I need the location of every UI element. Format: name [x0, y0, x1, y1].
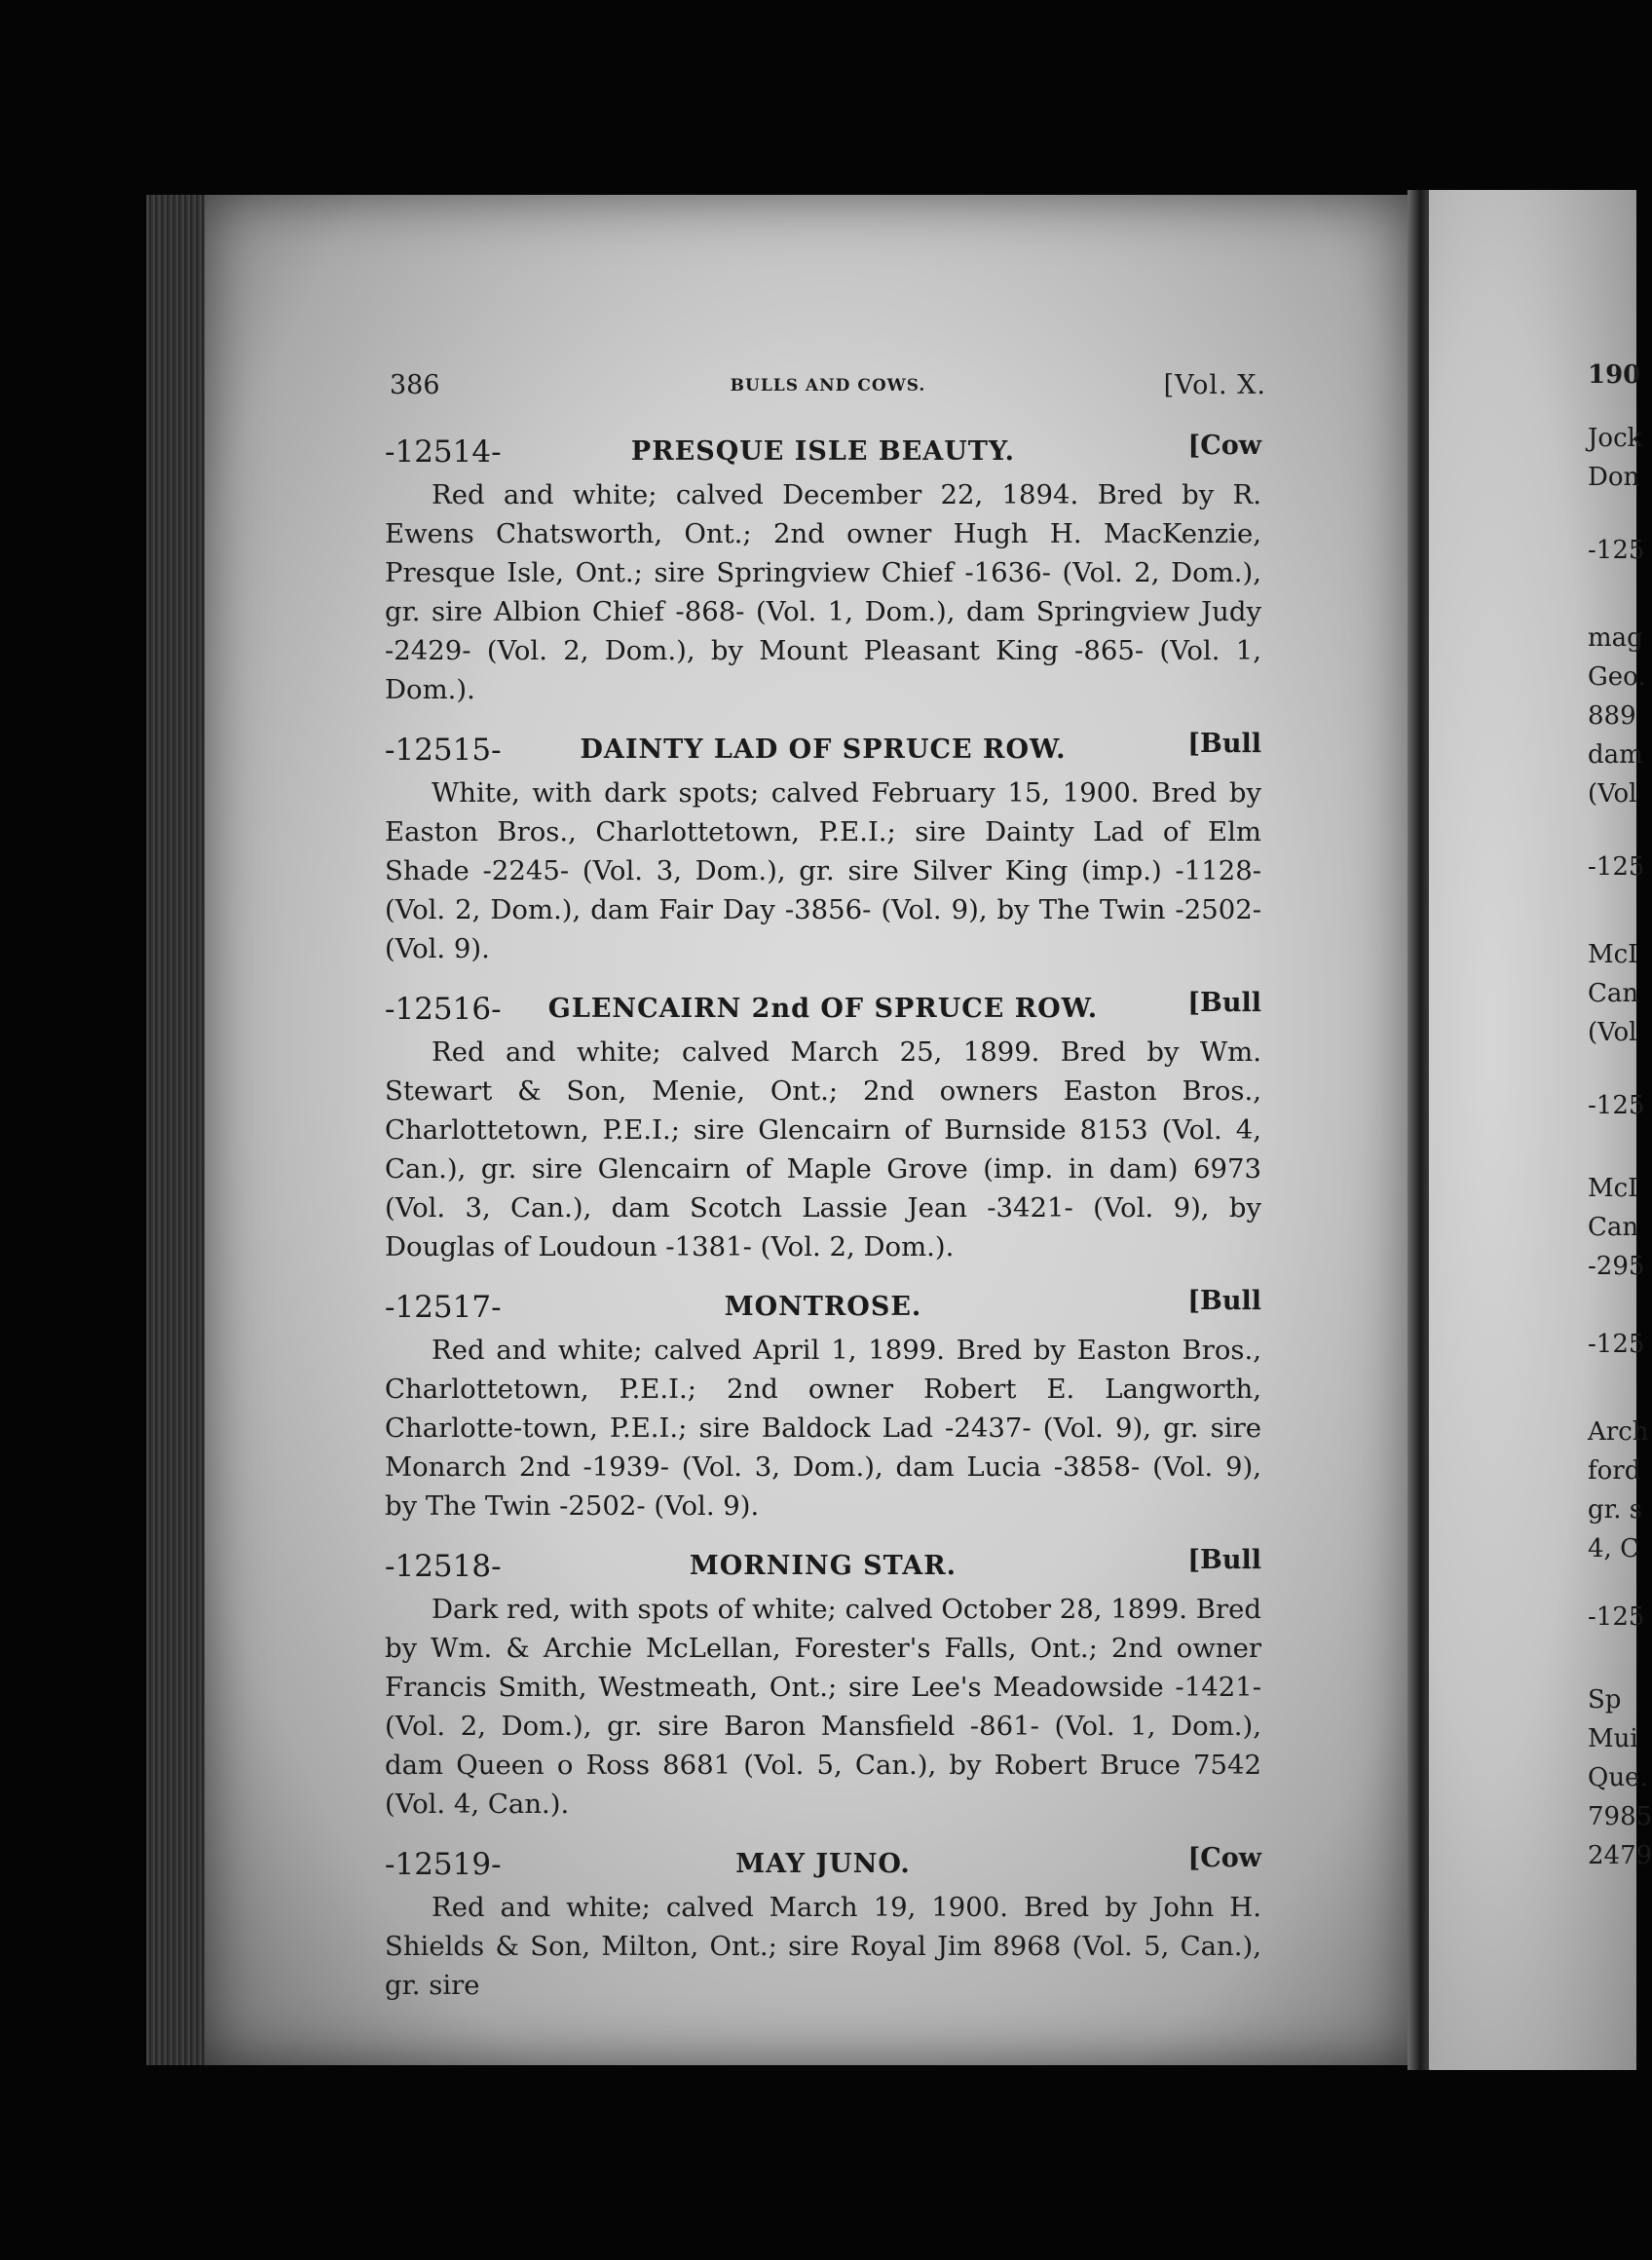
facing-fragment: (Vol	[1588, 1018, 1637, 1047]
entry-description: Red and white; calved March 19, 1900. Bred by John H. Shields & Son, Milton, Ont.; sire Royal Jim 8968 (Vol. 5, Can.), gr. sire	[385, 1892, 1261, 2001]
facing-fragment: Que.	[1588, 1763, 1648, 1792]
sex-label: [Bull	[1187, 729, 1261, 759]
book-gutter	[1408, 190, 1429, 2070]
facing-fragment: Geo.	[1588, 662, 1646, 692]
facing-fragment: -125	[1588, 536, 1645, 565]
registration-number: -12519-	[385, 1847, 502, 1882]
facing-fragment: 7985	[1588, 1802, 1652, 1831]
facing-fragment: McI	[1588, 940, 1638, 969]
facing-fragment: Sp	[1588, 1685, 1622, 1714]
registration-number: -12515-	[385, 733, 502, 768]
facing-fragment: McI	[1588, 1174, 1638, 1203]
animal-name: DAINTY LAD OF SPRUCE ROW.	[580, 734, 1067, 765]
animal-name: PRESQUE ISLE BEAUTY.	[630, 436, 1016, 467]
facing-fragment: 4, C	[1588, 1534, 1639, 1563]
page-number: 386	[390, 370, 440, 400]
pedigree-entry	[385, 1284, 1261, 1526]
registration-number: -12517-	[385, 1290, 502, 1325]
running-title: BULLS AND COWS.	[730, 376, 926, 396]
entry-heading	[385, 1284, 1261, 1331]
entry-description: Red and white; calved April 1, 1899. Bred by Easton Bros., Charlottetown, P.E.I.; 2nd owner Robert E. Langworth, Charlotte-town, P.E.I.; sire Baldock Lad -2437- (Vol. 9), gr. sire Monarch 2nd -1939- (Vol. 3, Dom.), dam Lucia -3858- (Vol. 9), by The Twin -2502- (Vol. 9).	[385, 1335, 1261, 1522]
facing-fragment: Don	[1588, 463, 1640, 492]
entry-heading	[385, 727, 1261, 773]
entry-heading	[385, 1543, 1261, 1590]
facing-fragment: Can	[1588, 979, 1639, 1008]
facing-fragment: dam	[1588, 740, 1643, 770]
pedigree-entry	[385, 1543, 1261, 1824]
sex-label: [Bull	[1187, 1545, 1261, 1575]
volume-label: [Vol. X.	[1163, 370, 1266, 400]
facing-fragment: ford	[1588, 1456, 1641, 1486]
entry-heading	[385, 1841, 1261, 1888]
animal-name: GLENCAIRN 2nd OF SPRUCE ROW.	[547, 994, 1099, 1024]
facing-fragment: Arch	[1588, 1417, 1649, 1447]
facing-fragment: (Vol	[1588, 779, 1637, 809]
facing-page-number: 190	[1588, 360, 1641, 390]
pedigree-entry	[385, 986, 1261, 1266]
facing-fragment: 889	[1588, 701, 1636, 731]
sex-label: [Cow	[1187, 431, 1261, 461]
animal-name: MONTROSE.	[724, 1292, 922, 1322]
registration-number: -12518-	[385, 1549, 502, 1584]
sex-label: [Bull	[1187, 988, 1261, 1018]
animal-name: MAY JUNO.	[735, 1849, 911, 1879]
entry-heading	[385, 429, 1261, 475]
entry-description: White, with dark spots; calved February 15, 1900. Bred by Easton Bros., Charlottetown, P.E.I.; sire Dainty Lad of Elm Shade -2245- (Vol. 3, Dom.), gr. sire Silver King (imp.) -1128- (Vol. 2, Dom.), dam Fair Day -3856- (Vol. 9), by The Twin -2502- (Vol. 9).	[385, 777, 1261, 964]
sex-label: [Cow	[1187, 1843, 1261, 1873]
pedigree-entry	[385, 727, 1261, 968]
facing-fragment: -125	[1588, 1330, 1645, 1359]
entry-heading	[385, 986, 1261, 1033]
entry-description: Dark red, with spots of white; calved October 28, 1899. Bred by Wm. & Archie McLellan, Forester's Falls, Ont.; 2nd owner Francis Smith, Westmeath, Ont.; sire Lee's Meadowside -1421- (Vol. 2, Dom.), gr. sire Baron Mansfield -861- (Vol. 1, Dom.), dam Queen o Ross 8681 (Vol. 5, Can.), by Robert Bruce 7542 (Vol. 4, Can.).	[385, 1594, 1261, 1820]
facing-fragment: -295	[1588, 1252, 1645, 1281]
registration-number: -12516-	[385, 992, 502, 1027]
entry-description: Red and white; calved March 25, 1899. Bred by Wm. Stewart & Son, Menie, Ont.; 2nd owners Easton Bros., Charlottetown, P.E.I.; sire Glencairn of Burnside 8153 (Vol. 4, Can.), gr. sire Glencairn of Maple Grove (imp. in dam) 6973 (Vol. 3, Can.), dam Scotch Lassie Jean -3421- (Vol. 9), by Douglas of Loudoun -1381- (Vol. 2, Dom.).	[385, 1036, 1261, 1262]
animal-name: MORNING STAR.	[689, 1551, 957, 1581]
facing-fragment: Can	[1588, 1213, 1639, 1242]
sex-label: [Bull	[1187, 1286, 1261, 1316]
running-head	[390, 370, 1266, 409]
registration-number: -12514-	[385, 434, 502, 470]
facing-fragment: gr. s	[1588, 1495, 1643, 1525]
pedigree-entry	[385, 429, 1261, 709]
facing-fragment: -125	[1588, 852, 1645, 882]
facing-fragment: Jock	[1588, 424, 1643, 453]
book-page-right	[1429, 190, 1652, 2070]
facing-fragment: -125	[1588, 1091, 1645, 1120]
entry-list	[385, 429, 1261, 2022]
facing-fragment: 2479	[1588, 1841, 1652, 1870]
pedigree-entry	[385, 1841, 1261, 2005]
facing-fragment: Mui	[1588, 1724, 1638, 1753]
facing-fragment: -125	[1588, 1602, 1645, 1632]
facing-fragment: mag	[1588, 623, 1643, 653]
entry-description: Red and white; calved December 22, 1894. Bred by R. Ewens Chatsworth, Ont.; 2nd owner Hugh H. MacKenzie, Presque Isle, Ont.; sire Springview Chief -1636- (Vol. 2, Dom.), gr. sire Albion Chief -868- (Vol. 1, Dom.), dam Springview Judy -2429- (Vol. 2, Dom.), by Mount Pleasant King -865- (Vol. 1, Dom.).	[385, 479, 1261, 705]
